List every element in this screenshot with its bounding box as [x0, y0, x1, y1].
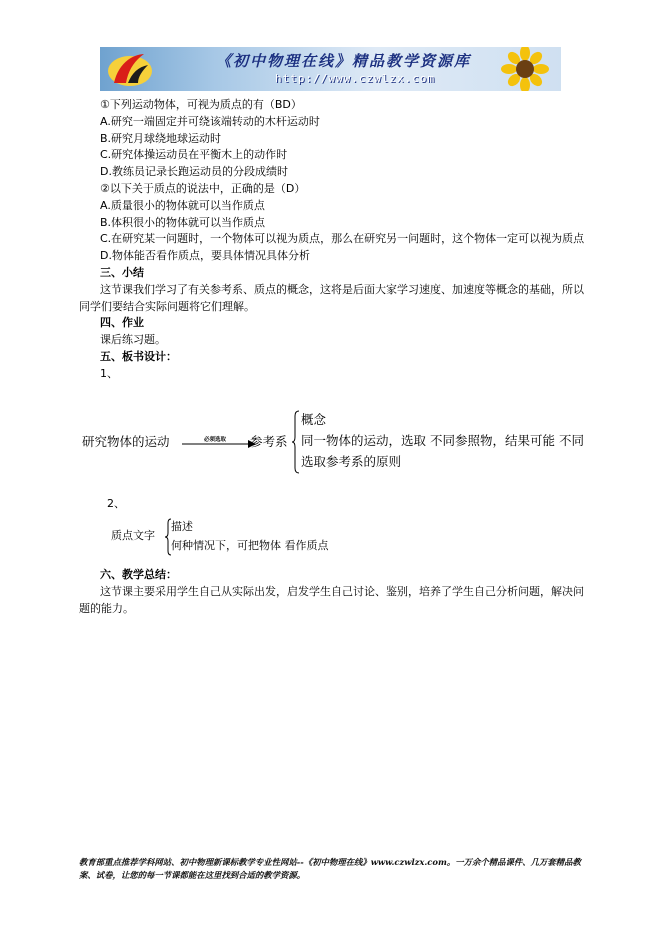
option-line: A.质量很小的物体就可以当作质点	[100, 198, 265, 212]
board-diagram-1	[79, 407, 639, 477]
item-number: 2、	[107, 497, 125, 510]
board-diagram-2	[79, 495, 479, 557]
option-line: A.研究一端固定并可绕该端转动的木杆运动时	[100, 114, 320, 128]
paragraph: 这节课我们学习了有关参考系、质点的概念，这将是后面大家学习速度、加速度等概念的基础，所以同学们要结合实际问题将它们理解。	[79, 282, 584, 313]
brace-icon	[292, 410, 300, 474]
banner-title: 《初中物理在线》精品教学资源库	[216, 52, 472, 70]
option-line: B.研究月球绕地球运动时	[100, 131, 222, 145]
section-heading: 六、教学总结：	[100, 568, 177, 581]
section-heading: 五、板书设计：	[100, 349, 177, 363]
option-line: B.体积很小的物体就可以当作质点	[100, 215, 266, 229]
sunflower-icon	[495, 47, 555, 91]
paragraph: 这节课主要采用学生自己从实际出发，启发学生自己讨论、鉴别，培养了学生自己分析问题，解决问题的能力。	[79, 584, 584, 615]
section-heading: 四、作业	[100, 316, 144, 330]
question-1: ①下列运动物体，可视为质点的有（BD）	[100, 98, 302, 111]
diagram-source-text: 质点文字	[111, 529, 155, 542]
branch-item: 选取参考系的原则	[301, 454, 402, 469]
option-line: C.在研究某一问题时，一个物体可以视为质点，那么在研究另一问题时，这个物体一定可以视为质点	[100, 232, 585, 246]
section-heading: 三、小结	[100, 265, 144, 279]
banner-url: http://www.czwlzx.com	[275, 72, 436, 85]
branch-item: 同一物体的运动，选取 不同参照物，结果可能 不同	[301, 433, 584, 448]
item-number: 1、	[100, 366, 118, 380]
branch-item: 概念	[301, 412, 327, 427]
branch-item: 描述	[171, 520, 193, 533]
teaching-summary	[79, 567, 585, 617]
footer-text: 教育部重点推荐学科网站、初中物理新课标教学专业性网站--《初中物理在线》www.czwlzx.com。一万余个精品课件、几万套精品教案、试卷，让您的每一节课都能在这里找到合适的教学资源。	[79, 857, 581, 880]
paragraph: 课后练习题。	[100, 333, 166, 347]
question-2: ②以下关于质点的说法中，正确的是（D）	[100, 181, 306, 195]
option-line: D.物体能否看作质点，要具体情况具体分析	[100, 249, 310, 263]
diagram-branch-list	[301, 409, 584, 472]
branch-item: 何种情况下，可把物体 看作质点	[171, 539, 329, 552]
diagram-source-text: 研究物体的运动	[82, 434, 170, 449]
option-line: D.教练员记录长跑运动员的分段成绩时	[100, 165, 288, 179]
header-banner	[100, 47, 561, 91]
diagram-branch-list	[171, 517, 329, 555]
arrow-label: 必须选取	[204, 437, 227, 443]
document-body	[79, 97, 585, 383]
diagram-target-text: 参考系	[250, 434, 288, 449]
logo-icon	[104, 49, 156, 89]
option-line: C.研究体操运动员在平衡木上的动作时	[100, 148, 288, 162]
